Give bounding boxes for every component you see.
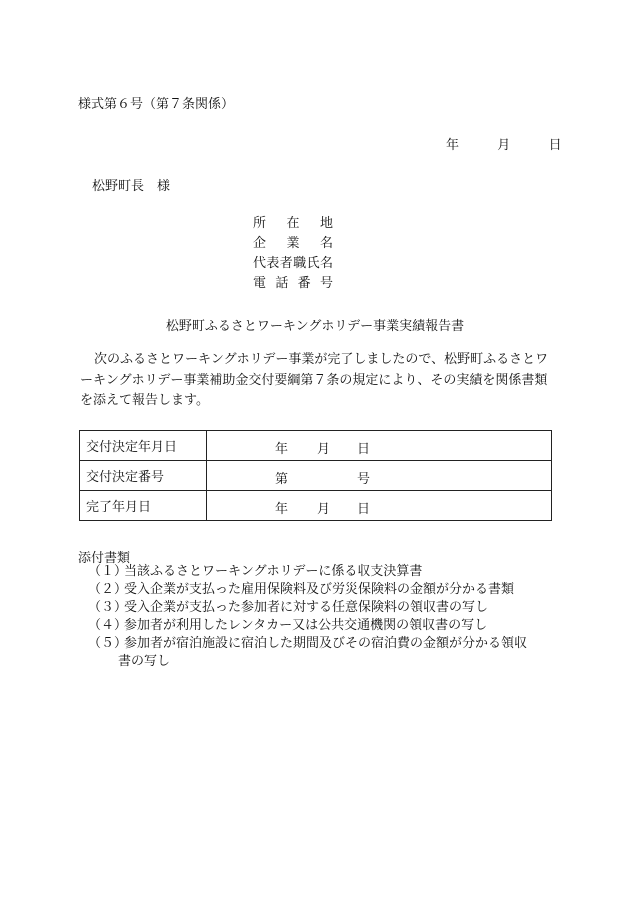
item-number: （３）: [88, 600, 128, 615]
sender-block: [253, 214, 333, 294]
list-item: [88, 599, 527, 617]
sender-address-label: 所在地: [253, 216, 333, 231]
sender-phone-label: 電話番号: [253, 276, 333, 291]
value-suffix: 号: [357, 472, 371, 487]
value-day: 日: [357, 502, 371, 517]
value-month: 月: [317, 442, 331, 457]
sender-company-label: 企業名: [253, 236, 333, 251]
item-text: 参加者が利用したレンタカー又は公共交通機関の領収書の写し: [124, 618, 488, 633]
sender-representative-label: 代表者職氏名: [253, 256, 333, 271]
value-year: 年: [275, 442, 289, 457]
addressee: 松野町長 様: [92, 179, 171, 194]
table-row: [80, 461, 552, 491]
item-text-continuation: 書の写し: [118, 654, 171, 669]
item-text: 受入企業が支払った参加者に対する任意保険料の領収書の写し: [124, 600, 489, 615]
item-text: 参加者が宿泊施設に宿泊した期間及びその宿泊費の金額が分かる領収: [124, 636, 528, 651]
table-label: 交付決定番号: [80, 461, 207, 491]
table-value: [207, 461, 552, 491]
table-label: 完了年月日: [80, 491, 207, 521]
list-item: [88, 635, 527, 653]
table-row: [80, 431, 552, 461]
table-label: 交付決定年月日: [80, 431, 207, 461]
item-number: （４）: [88, 618, 128, 633]
value-month: 月: [317, 502, 331, 517]
table-value: [207, 431, 552, 461]
document-title: 松野町ふるさとワーキングホリデー事業実績報告書: [165, 319, 465, 334]
form-number: 様式第６号（第７条関係）: [78, 97, 235, 112]
body-text: 次のふるさとワーキングホリデー事業が完了しましたので、松野町ふるさとワーキングホリデー事業補助金交付要綱第７条の規定により、その実績を関係書類を添えて報告します。: [80, 352, 549, 408]
item-text: 受入企業が支払った雇用保険料及び労災保険料の金額が分かる書類: [124, 582, 515, 597]
list-item: [88, 563, 527, 581]
item-text: 当該ふるさとワーキングホリデーに係る収支決算書: [124, 564, 423, 579]
list-item: [88, 617, 527, 635]
table-row: [80, 491, 552, 521]
info-table: [79, 430, 552, 521]
date-month: 月: [497, 138, 511, 153]
attachments-heading: 添付書類: [78, 551, 131, 566]
date-line: [446, 134, 562, 153]
list-item-continuation: [88, 653, 527, 671]
date-day: 日: [548, 138, 562, 153]
date-year: 年: [446, 138, 460, 153]
attachments-list: [88, 563, 527, 671]
value-prefix: 第: [275, 472, 289, 487]
list-item: [88, 581, 527, 599]
item-number: （１）: [88, 564, 128, 579]
item-number: （２）: [88, 582, 128, 597]
value-day: 日: [357, 442, 371, 457]
item-number: （５）: [88, 636, 128, 651]
value-year: 年: [275, 502, 289, 517]
table-value: [207, 491, 552, 521]
